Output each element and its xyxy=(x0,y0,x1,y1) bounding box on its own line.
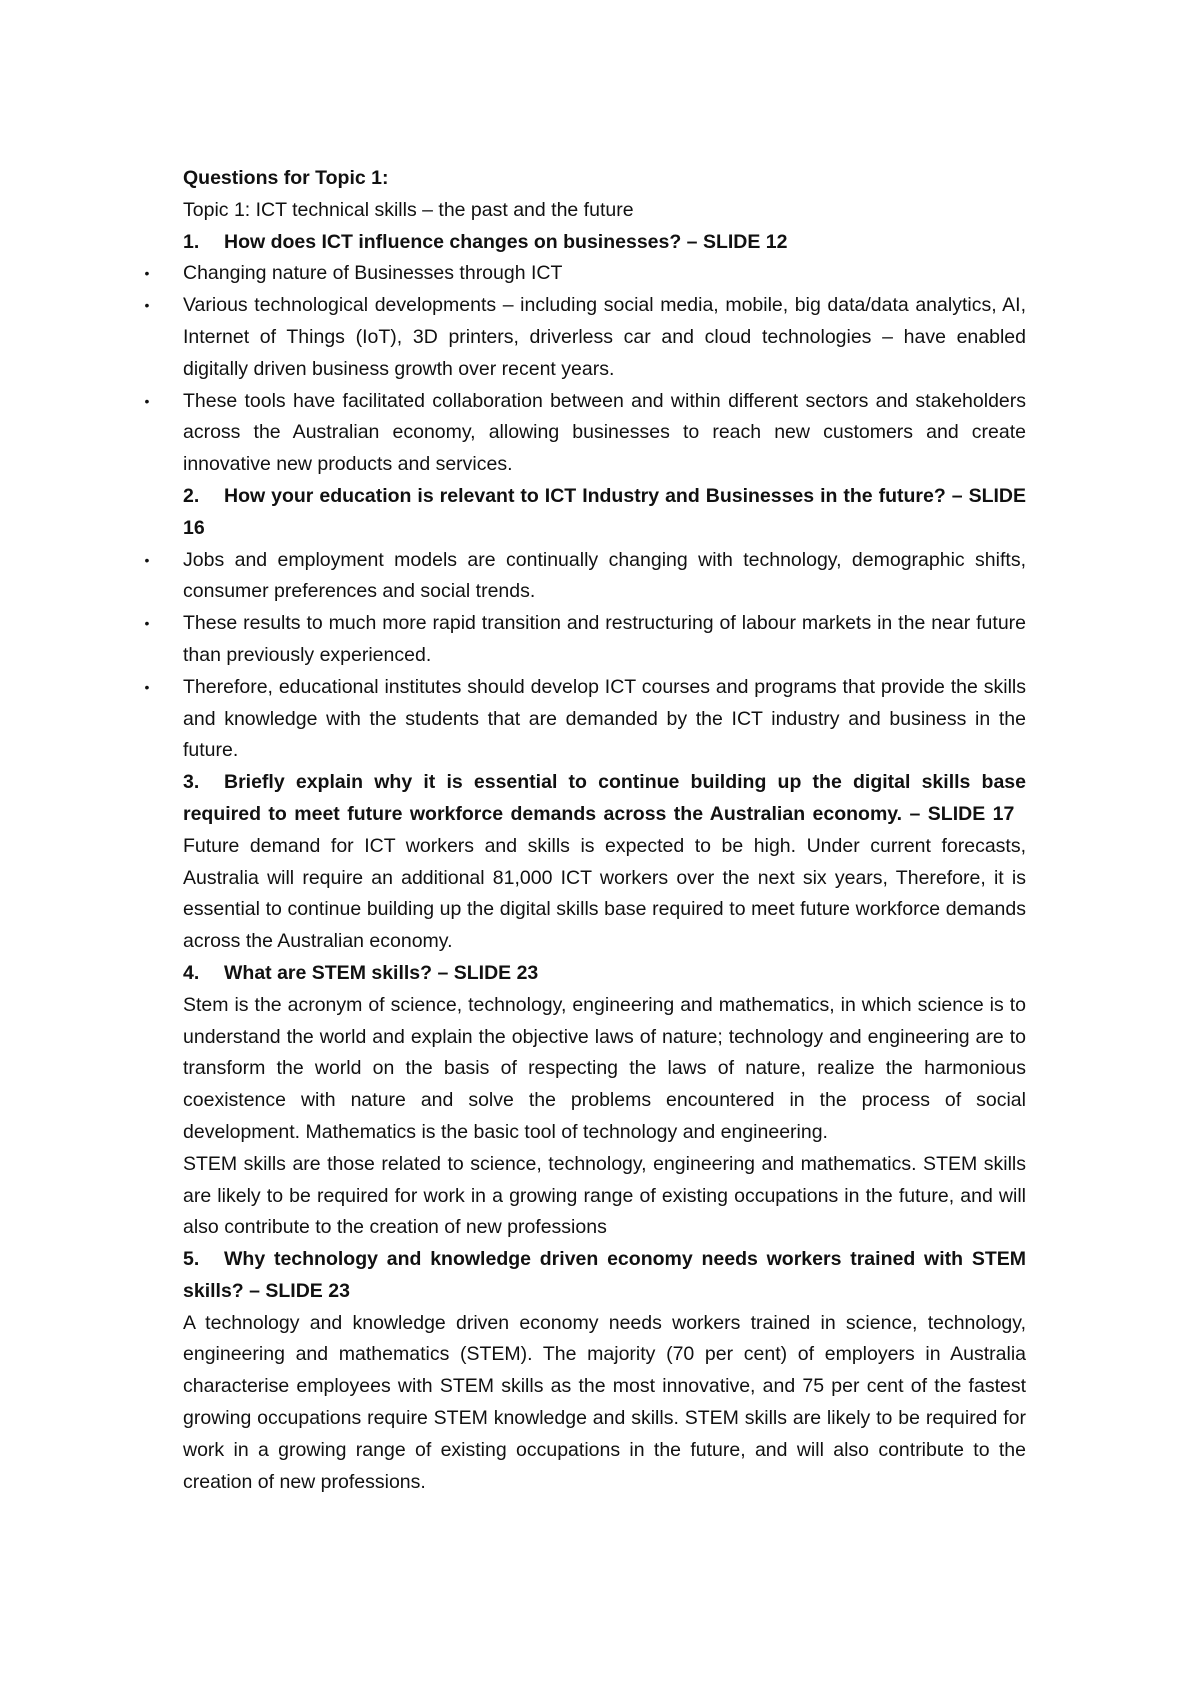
question-text: How your education is relevant to ICT Industry and Businesses in the future? – SLIDE 16 xyxy=(183,484,1026,539)
question-2-heading xyxy=(183,481,1026,545)
question-number: 4. xyxy=(183,961,200,984)
list-item xyxy=(144,545,1026,609)
list-item xyxy=(144,386,1026,481)
question-number: 3. xyxy=(183,771,200,794)
question-3-heading xyxy=(183,767,1026,831)
bullet-dot-icon: • xyxy=(144,551,150,568)
bullet-dot-icon: • xyxy=(144,678,150,695)
list-item-text: Changing nature of Businesses through ICT xyxy=(183,262,563,285)
list-item xyxy=(144,258,1026,290)
question-number: 2. xyxy=(183,484,200,507)
list-item xyxy=(144,608,1026,672)
question-1-answer-list xyxy=(144,258,1026,481)
question-text: Briefly explain why it is essential to continue building up the digital skills base required to meet future workforce demands across the Australian economy. – SLIDE 17 xyxy=(183,771,1026,825)
question-number: 1. xyxy=(183,230,200,253)
page-title: Questions for Topic 1: xyxy=(183,167,389,189)
question-4-answer-paragraph: Stem is the acronym of science, technology, engineering and mathematics, in which science is to understand the world and explain the objective laws of nature; technology and engineering are to transform the world on the basis of respecting the laws of nature, realize the harmonious coexistence with nature and solve the problems encountered in the process of social development. Mathematics is the basic tool of technology and engineering. xyxy=(183,993,1026,1143)
question-5-heading xyxy=(183,1244,1026,1308)
list-item-text: These tools have facilitated collaboration between and within different sectors and stakeholders across the Australian economy, allowing businesses to reach new customers and create innovative new products and services. xyxy=(183,389,1026,476)
bullet-dot-icon: • xyxy=(144,297,150,314)
question-text: What are STEM skills? – SLIDE 23 xyxy=(224,961,539,984)
question-5-answer-paragraph: A technology and knowledge driven economy needs workers trained in science, technology, engineering and mathematics (STEM). The majority (70 per cent) of employers in Australia characterise employees with STEM skills as the most innovative, and 75 per cent of the fastest growing occupations require STEM knowledge and skills. STEM skills are likely to be required for work in a growing range of existing occupations in the future, and will also contribute to the creation of new professions. xyxy=(183,1311,1026,1493)
bullet-dot-icon: • xyxy=(144,265,150,282)
list-item-text: Jobs and employment models are continually changing with technology, demographic shifts, consumer preferences and social trends. xyxy=(183,548,1026,603)
list-item xyxy=(144,672,1026,767)
question-text: How does ICT influence changes on businesses? – SLIDE 12 xyxy=(224,230,788,253)
question-1-heading xyxy=(183,227,1026,259)
bullet-dot-icon: • xyxy=(144,392,150,409)
question-4-answer-paragraph: STEM skills are those related to science, technology, engineering and mathematics. STEM skills are likely to be required for work in a growing range of existing occupations in the future, and will also contribute to the creation of new professions xyxy=(183,1152,1026,1239)
list-item-text: Various technological developments – including social media, mobile, big data/data analytics, AI, Internet of Things (IoT), 3D printers, driverless car and cloud technologies – have enabled digitally driven business growth over recent years. xyxy=(183,294,1026,380)
list-item-text: Therefore, educational institutes should develop ICT courses and programs that provide the skills and knowledge with the students that are demanded by the ICT industry and business in the future. xyxy=(183,675,1026,762)
question-2-answer-list xyxy=(144,545,1026,768)
question-text: Why technology and knowledge driven economy needs workers trained with STEM skills? – SLIDE 23 xyxy=(183,1248,1026,1302)
list-item-text: These results to much more rapid transition and restructuring of labour markets in the near future than previously experienced. xyxy=(183,612,1026,666)
question-3-answer-paragraph: Future demand for ICT workers and skills is expected to be high. Under current forecasts, Australia will require an additional 81,000 ICT workers over the next six years, Therefore, it is essential to continue building up the digital skills base required to meet future workforce demands across the Australian economy. xyxy=(183,834,1026,953)
topic-subtitle: Topic 1: ICT technical skills – the past and the future xyxy=(183,198,634,221)
list-item xyxy=(144,290,1026,385)
question-number: 5. xyxy=(183,1248,200,1271)
bullet-dot-icon: • xyxy=(144,615,150,632)
document-body xyxy=(144,163,1026,1498)
question-4-heading xyxy=(183,958,1026,990)
